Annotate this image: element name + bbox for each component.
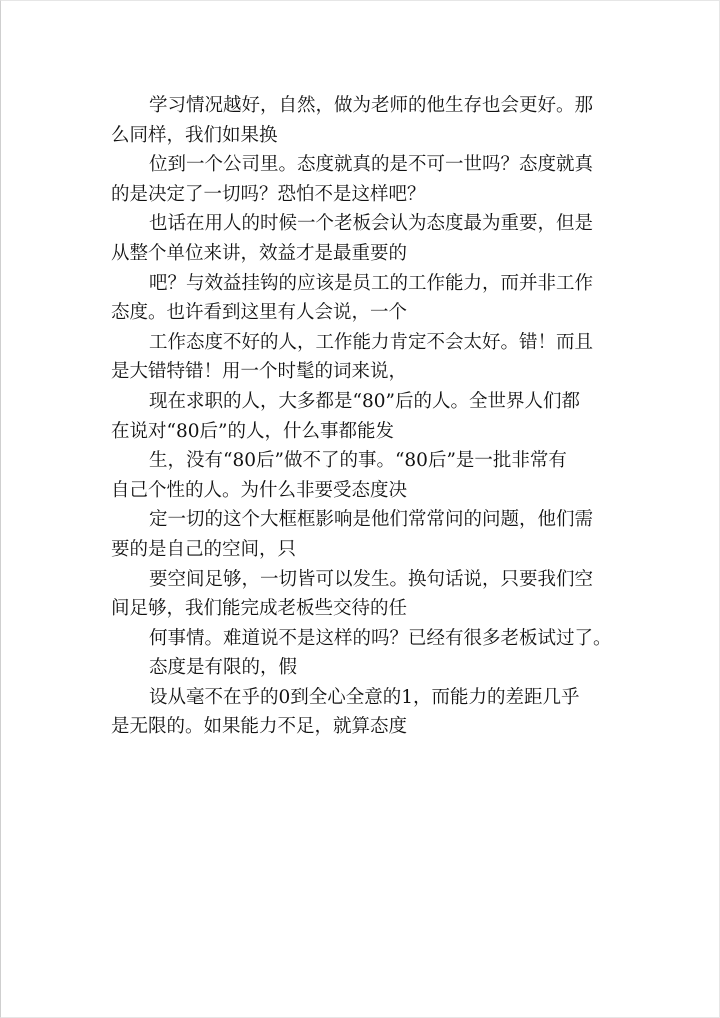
text-line-9: 工作态度不好的人，工作能力肯定不会太好。错！而且 — [149, 331, 594, 353]
text-line-4: 的是决定了一切吗？恐怕不是这样吧？ — [111, 183, 426, 205]
text-line-22: 是无限的。如果能力不足，就算态度 — [111, 716, 408, 738]
text-line-6: 从整个单位来讲，效益才是最重要的 — [111, 242, 408, 264]
text-line-19: 何事情。难道说不是这样的吗？已经有很多老板试过了。 — [149, 627, 612, 649]
text-line-14: 自己个性的人。为什么非要受态度决 — [111, 479, 408, 501]
text-line-16: 要的是自己的空间，只 — [111, 538, 297, 560]
body-text — [111, 91, 616, 742]
text-line-21: 设从毫不在乎的0到全心全意的1，而能力的差距几乎 — [149, 686, 580, 708]
text-line-5: 也话在用人的时候一个老板会认为态度最为重要，但是 — [149, 213, 594, 235]
text-line-10: 是大错特错！用一个时髦的词来说， — [111, 361, 408, 383]
text-line-8: 态度。也许看到这里有人会说，一个 — [111, 302, 408, 324]
text-line-2: 么同样，我们如果换 — [111, 124, 278, 146]
text-line-7: 吧？与效益挂钩的应该是员工的工作能力，而并非工作 — [149, 272, 594, 294]
text-line-15: 定一切的这个大框框影响是他们常常问的问题，他们需 — [149, 509, 594, 531]
text-line-20: 态度是有限的，假 — [149, 657, 298, 679]
text-line-11: 现在求职的人，大多都是“80”后的人。全世界人们都 — [149, 390, 580, 412]
text-line-17: 要空间足够，一切皆可以发生。换句话说，只要我们空 — [149, 568, 594, 590]
text-line-13: 生，没有“80后”做不了的事。“80后”是一批非常有 — [149, 450, 567, 472]
text-line-3: 位到一个公司里。态度就真的是不可一世吗？态度就真 — [149, 154, 594, 176]
text-line-18: 间足够，我们能完成老板些交待的任 — [111, 598, 408, 620]
text-line-12: 在说对“80后”的人，什么事都能发 — [111, 420, 394, 442]
text-line-1: 学习情况越好，自然，做为老师的他生存也会更好。那 — [149, 95, 594, 116]
